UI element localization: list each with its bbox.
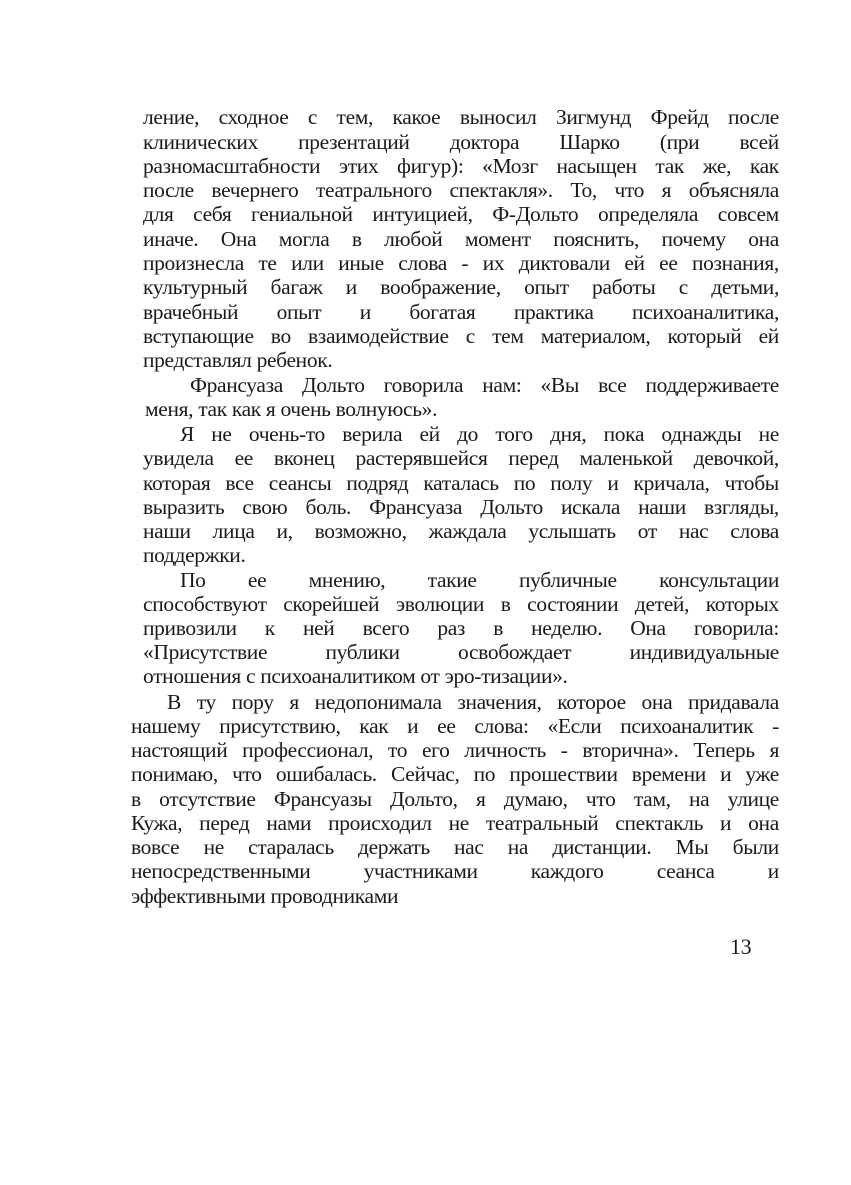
word: театральный xyxy=(485,811,599,835)
word: же, xyxy=(702,154,732,178)
text-line xyxy=(143,154,779,178)
word: спектакль xyxy=(615,811,704,835)
word: детьми, xyxy=(711,275,779,299)
word: Зигмунд xyxy=(555,105,632,129)
word: я xyxy=(661,178,672,202)
word: которых xyxy=(705,592,779,616)
word: взгляды, xyxy=(703,495,779,519)
word: однажды xyxy=(661,422,742,446)
word: такие xyxy=(427,568,477,592)
word: нас xyxy=(454,835,484,859)
text-line xyxy=(143,300,779,324)
word: там, xyxy=(633,787,671,811)
text-line xyxy=(131,835,779,859)
word: Теперь xyxy=(693,738,755,762)
word: (при xyxy=(659,130,700,154)
word: «Если xyxy=(547,714,602,738)
word: Я xyxy=(180,422,194,446)
word: или xyxy=(291,251,324,275)
word: доктора xyxy=(449,130,520,154)
word: ее xyxy=(659,251,678,275)
word: в xyxy=(493,616,504,640)
word: и xyxy=(607,471,619,495)
word: багаж xyxy=(270,275,323,299)
text-line xyxy=(131,762,779,786)
word: искала xyxy=(560,495,621,519)
word: услышать xyxy=(528,519,616,543)
word: ту xyxy=(196,690,216,714)
word: мнению, xyxy=(308,568,386,592)
word: - xyxy=(772,714,779,738)
text-line xyxy=(190,373,779,397)
text-line xyxy=(143,178,779,202)
text-line: эффективными проводниками xyxy=(131,884,399,908)
word: его xyxy=(421,738,450,762)
text-line: поддержки. xyxy=(143,543,246,567)
text-line xyxy=(143,251,779,275)
word: вовсе xyxy=(131,835,180,859)
word: Дольто xyxy=(302,373,365,397)
word: То, xyxy=(570,178,597,202)
word: перед xyxy=(199,811,250,835)
word: способствуют xyxy=(143,592,267,616)
word: что xyxy=(232,762,262,786)
word: очень-то xyxy=(248,422,325,446)
word: ее xyxy=(247,568,267,592)
word: во xyxy=(270,324,291,348)
word: театрального xyxy=(316,178,432,202)
word: девочкой, xyxy=(693,446,779,470)
word: работы xyxy=(592,275,656,299)
word: ошибалась. xyxy=(275,762,377,786)
word: и xyxy=(407,714,419,738)
word: в xyxy=(500,592,511,616)
word: Дольто xyxy=(480,495,543,519)
text-line xyxy=(143,640,779,664)
word: значения, xyxy=(457,690,542,714)
word: консультации xyxy=(659,568,779,592)
word: По xyxy=(180,568,206,592)
text-line: отношения с психоаналитиком от эро-тизации». xyxy=(143,664,568,688)
word: культурный xyxy=(143,275,248,299)
word: слова xyxy=(398,251,447,275)
word: каталась xyxy=(423,471,499,495)
word: опыт xyxy=(524,275,569,299)
word: фигур): xyxy=(397,154,464,178)
word: того xyxy=(495,422,533,446)
text-line xyxy=(143,227,779,251)
word: Она xyxy=(220,227,257,251)
word: выносил xyxy=(459,105,537,129)
word: эволюции xyxy=(395,592,485,616)
word: дня, xyxy=(550,422,587,446)
word: этих xyxy=(338,154,379,178)
word: и xyxy=(345,275,357,299)
word: и xyxy=(720,811,732,835)
word: диктовали xyxy=(518,251,610,275)
word: думаю, xyxy=(503,787,568,811)
word: нами xyxy=(266,811,312,835)
word: времени xyxy=(631,762,706,786)
word: увидела xyxy=(143,446,214,470)
word: каждого xyxy=(530,859,604,883)
word: опыт xyxy=(276,300,322,324)
word: от xyxy=(637,519,657,543)
word: она xyxy=(641,690,673,714)
word: любой xyxy=(384,227,443,251)
word: - xyxy=(461,251,469,275)
word: ление, xyxy=(143,105,200,129)
text-line xyxy=(180,422,779,446)
word: Она xyxy=(630,616,666,640)
word: Дольто, xyxy=(390,787,458,811)
word: до xyxy=(457,422,479,446)
word: насыщен xyxy=(556,154,637,178)
text-line xyxy=(143,324,779,348)
word: всего xyxy=(362,616,410,640)
word: все xyxy=(225,471,254,495)
word: сходное xyxy=(218,105,289,129)
word: ей xyxy=(624,251,645,275)
word: на xyxy=(507,835,529,859)
word: говорила: xyxy=(693,616,779,640)
text-line xyxy=(143,130,779,154)
word: вконец xyxy=(273,446,335,470)
word: придавала xyxy=(688,690,779,714)
word: полу xyxy=(550,471,593,495)
word: свою xyxy=(242,495,288,519)
word: верила xyxy=(342,422,403,446)
word: не xyxy=(211,422,232,446)
word: познания, xyxy=(691,251,779,275)
word: я xyxy=(769,738,779,762)
word: недопонимала xyxy=(314,690,442,714)
word: момент xyxy=(464,227,531,251)
word: Ф-Дольто xyxy=(492,202,579,226)
page-number: 13 xyxy=(730,934,752,959)
text-line xyxy=(131,859,779,883)
word: нам: xyxy=(482,373,522,397)
word: чтобы xyxy=(724,471,779,495)
word: кричала, xyxy=(633,471,710,495)
word: вторична». xyxy=(582,738,679,762)
text-line: представлял ребенок. xyxy=(143,348,333,372)
word: себя xyxy=(193,202,232,226)
word: произнесла xyxy=(143,251,244,275)
word: понимаю, xyxy=(131,762,218,786)
word: возможно, xyxy=(314,519,407,543)
word: Сейчас, xyxy=(391,762,460,786)
word: Франсуазы xyxy=(273,787,372,811)
text-line xyxy=(167,690,779,714)
word: материалом, xyxy=(540,324,651,348)
word: наши xyxy=(143,519,191,543)
word: определяла xyxy=(597,202,699,226)
text-line xyxy=(143,592,779,616)
text-line xyxy=(131,787,779,811)
word: улице xyxy=(727,787,779,811)
word: объясняла xyxy=(688,178,779,202)
text-line xyxy=(180,568,779,592)
word: который xyxy=(667,324,742,348)
word: боль. xyxy=(305,495,352,519)
word: происходил xyxy=(328,811,432,835)
word: ее xyxy=(437,714,456,738)
word: маленькой xyxy=(579,446,673,470)
word: по xyxy=(513,471,536,495)
word: не xyxy=(203,835,224,859)
word: ей xyxy=(419,422,440,446)
word: с xyxy=(465,324,475,348)
word: пояснить, xyxy=(553,227,639,251)
word: как xyxy=(749,154,779,178)
word: я xyxy=(289,690,299,714)
word: воображение, xyxy=(380,275,501,299)
word: растерявшейся xyxy=(355,446,488,470)
word: нашему xyxy=(131,714,201,738)
word: говорила xyxy=(383,373,464,397)
word: пору xyxy=(231,690,274,714)
text-line xyxy=(131,714,779,738)
word: Франсуаза xyxy=(190,373,283,397)
word: то xyxy=(388,738,408,762)
word: которое xyxy=(557,690,626,714)
word: отсутствие xyxy=(159,787,256,811)
word: непосредственными xyxy=(131,859,311,883)
word: нас xyxy=(678,519,709,543)
word: иные xyxy=(338,251,384,275)
word: интуицией, xyxy=(372,202,473,226)
word: тем xyxy=(492,324,524,348)
word: спектакля». xyxy=(449,178,553,202)
word: индивидуальные xyxy=(629,640,779,664)
word: жаждала xyxy=(428,519,507,543)
word: клинических xyxy=(143,130,258,154)
word: «Мозг xyxy=(482,154,538,178)
text-line xyxy=(143,519,779,543)
word: выразить xyxy=(143,495,225,519)
word: публичные xyxy=(518,568,617,592)
text-line xyxy=(143,202,779,226)
word: и xyxy=(767,859,779,883)
word: с xyxy=(678,275,688,299)
word: могла xyxy=(278,227,330,251)
word: с xyxy=(307,105,318,129)
word: и, xyxy=(276,519,293,543)
word: она xyxy=(748,227,779,251)
word: после xyxy=(728,105,779,129)
word: держать xyxy=(358,835,430,859)
word: после xyxy=(143,178,194,202)
word: презентаций xyxy=(298,130,410,154)
word: и xyxy=(720,762,732,786)
word: пока xyxy=(603,422,645,446)
word: не xyxy=(448,811,469,835)
word: на xyxy=(688,787,710,811)
word: перед xyxy=(508,446,559,470)
word: сеансы xyxy=(268,471,332,495)
word: к xyxy=(264,616,275,640)
word: ее xyxy=(234,446,253,470)
word: «Присутствие xyxy=(143,640,268,664)
word: для xyxy=(143,202,174,226)
word: были xyxy=(732,835,779,859)
word: скорейшей xyxy=(283,592,380,616)
word: уже xyxy=(745,762,779,786)
word: вечернего xyxy=(211,178,299,202)
word: наши xyxy=(638,495,686,519)
text-line xyxy=(143,471,779,495)
word: как xyxy=(359,714,389,738)
text-line xyxy=(131,738,779,762)
word: ней xyxy=(302,616,335,640)
word: «Вы xyxy=(540,373,580,397)
word: состоянии xyxy=(527,592,619,616)
word: дистанции. xyxy=(552,835,652,859)
word: прошествии xyxy=(509,762,618,786)
word: подряд xyxy=(346,471,409,495)
word: их xyxy=(482,251,505,275)
word: Кужа, xyxy=(131,811,183,835)
word: не xyxy=(758,422,779,446)
word: тем, xyxy=(336,105,374,129)
word: всей xyxy=(739,130,779,154)
word: психоаналитик xyxy=(620,714,754,738)
word: - xyxy=(560,738,568,762)
word: практика xyxy=(513,300,594,324)
word: совсем xyxy=(717,202,779,226)
word: врачебный xyxy=(143,300,239,324)
word: слова xyxy=(730,519,779,543)
word: какое xyxy=(392,105,441,129)
text-line xyxy=(131,811,779,835)
word: слова: xyxy=(474,714,529,738)
word: по xyxy=(473,762,496,786)
word: в xyxy=(351,227,362,251)
word: детей, xyxy=(634,592,690,616)
text-line: меня, так как я очень волнуюсь». xyxy=(145,397,438,421)
word: привозили xyxy=(143,616,237,640)
word: Шарко xyxy=(559,130,620,154)
word: освобождает xyxy=(458,640,572,664)
text-line xyxy=(143,105,779,129)
word: лица xyxy=(212,519,255,543)
word: так xyxy=(655,154,685,178)
word: разномасштабности xyxy=(143,154,321,178)
word: психоаналитика, xyxy=(632,300,779,324)
word: старалась xyxy=(248,835,334,859)
word: В xyxy=(167,690,181,714)
word: ей xyxy=(758,324,779,348)
word: поддерживаете xyxy=(645,373,779,397)
word: в xyxy=(131,787,141,811)
word: сеанса xyxy=(656,859,715,883)
word: богатая xyxy=(409,300,476,324)
word: Франсуаза xyxy=(369,495,463,519)
word: Фрейд xyxy=(650,105,709,129)
word: участниками xyxy=(363,859,478,883)
word: я xyxy=(475,787,486,811)
text-line xyxy=(143,446,779,470)
word: настоящий xyxy=(131,738,228,762)
text-line xyxy=(143,616,779,640)
text-line xyxy=(143,495,779,519)
word: что xyxy=(585,787,616,811)
word: и xyxy=(359,300,371,324)
word: она xyxy=(748,811,779,835)
word: публики xyxy=(325,640,400,664)
word: присутствию, xyxy=(219,714,341,738)
word: профессионал, xyxy=(242,738,374,762)
word: все xyxy=(598,373,627,397)
word: вступающие xyxy=(143,324,254,348)
word: неделю. xyxy=(531,616,603,640)
text-line xyxy=(143,275,779,299)
word: те xyxy=(258,251,277,275)
word: взаимодействие xyxy=(308,324,449,348)
word: личность xyxy=(464,738,547,762)
word: иначе. xyxy=(143,227,199,251)
word: гениальной xyxy=(251,202,353,226)
word: почему xyxy=(661,227,726,251)
word: Мы xyxy=(675,835,709,859)
word: что xyxy=(614,178,645,202)
word: раз xyxy=(437,616,466,640)
word: которая xyxy=(143,471,211,495)
